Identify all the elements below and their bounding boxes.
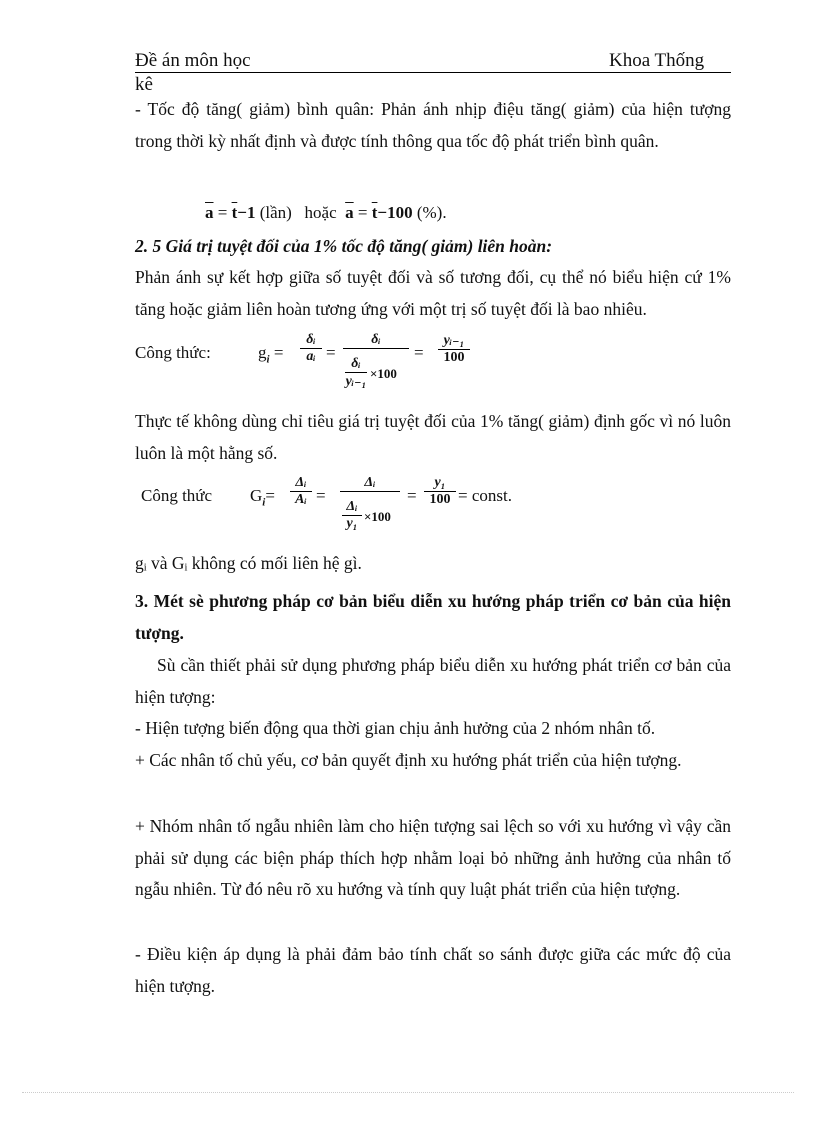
formula2-lhs-letter: g xyxy=(258,343,267,362)
page-header xyxy=(135,50,731,73)
formula3-lhs-letter: G xyxy=(250,486,263,505)
formula1-a2: $\overline{a}$ xyxy=(345,203,354,222)
formula3-label: Công thức xyxy=(141,486,213,505)
paragraph-random-factors: + Nhóm nhân tố ngẫu nhiên làm cho hiện tượng sai lệch so với xu hướng vì vậy cần phải sử dụng các biện pháp thích hợp nhằm loại bỏ những ảnh hưởng của nhân tố ngẫu nhiên. Từ đó nêu rõ xu hướng và tính quy luật phát triển của hiện tượng. xyxy=(135,816,731,899)
formula3-frac1-num: Δᵢ xyxy=(295,475,307,490)
formula2-frac1-den: aᵢ xyxy=(306,349,316,364)
formula3-lhs-sub: i xyxy=(262,496,266,509)
formula-average-growth xyxy=(205,203,447,223)
formula1-unit1: (lần) xyxy=(259,203,292,222)
formula3-frac3 xyxy=(424,475,456,508)
paragraph-necessity: Sù cần thiết phải sử dụng phương pháp biểu diễn xu hướng phát triển cơ bản của hiện tượng: xyxy=(135,655,731,707)
formula3-frac3-den: 100 xyxy=(429,492,451,507)
formula3-frac3-num: y₁ xyxy=(434,475,446,490)
formula2-frac1 xyxy=(300,332,322,365)
formula3-frac1-den: Aᵢ xyxy=(295,492,307,507)
formula3-times: ×100 xyxy=(364,509,391,524)
formula1-minus100: −100 xyxy=(377,203,413,222)
formula3-frac2-inner-num: Δᵢ xyxy=(346,499,358,514)
formula2-frac2-inner-den: yᵢ₋₁ xyxy=(345,374,367,389)
formula3-tail: = const. xyxy=(458,486,512,505)
header-left: Đề án môn học xyxy=(135,50,251,71)
paragraph-two-factors: - Hiện tượng biến động qua thời gian chịu ảnh hưởng của 2 nhóm nhân tố. xyxy=(135,718,656,738)
formula2-lhs: $g_i$ = xyxy=(258,343,284,366)
paragraph-average-growth-rate: - Tốc độ tăng( giảm) bình quân: Phản ánh nhịp điệu tăng( giảm) của hiện tượng trong thời kỳ nhất định và được tính thông qua tốc độ phát triển bình quân. xyxy=(135,99,731,151)
formula2-frac2-inner-num: δᵢ xyxy=(351,356,361,371)
section-heading-2-5: 2. 5 Giá trị tuyệt đối của 1% tốc độ tăng( giảm) liên hoàn: xyxy=(135,236,553,256)
formula3-eq2: = xyxy=(316,486,326,505)
formula2-frac3-den: 100 xyxy=(443,350,465,365)
header-right: Khoa Thống xyxy=(609,50,705,71)
formula2-frac2 xyxy=(343,332,409,349)
formula2-lhs-sub: i xyxy=(266,353,270,366)
header-continuation: kê xyxy=(135,74,153,95)
paragraph-fixed-base: Thực tế không dùng chỉ tiêu giá trị tuyệt đối của 1% tăng( giảm) định gốc vì nó luôn luôn là một hằng số. xyxy=(135,411,731,463)
formula3-frac2 xyxy=(340,475,400,492)
paragraph-conditions: - Điều kiện áp dụng là phải đảm bảo tính chất so sánh được giữa các mức độ của hiện tượng. xyxy=(135,944,731,996)
paragraph-main-factors: + Các nhân tố chủ yếu, cơ bản quyết định xu hướng phát triển của hiện tượng. xyxy=(135,750,682,770)
formula2-times: ×100 xyxy=(370,366,397,381)
formula2-frac3-num: yᵢ₋₁ xyxy=(443,333,465,348)
formula1-eq2: = xyxy=(357,203,368,222)
paragraph-no-relation: gᵢ và Gᵢ không có mối liên hệ gì. xyxy=(135,553,362,573)
formula3-lhs: $G_i=$ xyxy=(250,486,275,509)
formula1-or: hoặc xyxy=(304,203,337,222)
formula2-eq3: = xyxy=(414,343,424,362)
formula1-eq: = xyxy=(217,203,228,222)
formula2-frac2-num: δᵢ xyxy=(371,332,381,347)
section-heading-3: 3. Mét sè phương pháp cơ bản biểu diễn xu hướng pháp triển cơ bản của hiện tượng. xyxy=(135,591,731,643)
formula1-t2: $\overline{t}$ xyxy=(371,203,378,222)
paragraph-absolute-value: Phản ánh sự kết hợp giữa số tuyệt đối và số tương đối, cụ thể nó biểu hiện cứ 1% tăng hoặc giảm liên hoàn tương ứng với một trị số tuyệt đối là bao nhiêu. xyxy=(135,267,731,319)
formula2-frac2-inner xyxy=(345,356,367,390)
formula2-eq2: = xyxy=(326,343,336,362)
formula1-a: $\overline{a}$ xyxy=(205,203,214,222)
formula1-minus1: −1 xyxy=(237,203,256,222)
formula1-unit2: (%). xyxy=(416,203,447,222)
formula3-frac2-num: Δᵢ xyxy=(364,475,376,490)
page-bottom-divider xyxy=(22,1092,794,1093)
formula3-eq3: = xyxy=(407,486,417,505)
formula2-label: Công thức: xyxy=(135,343,211,362)
formula2-frac1-num: δᵢ xyxy=(306,332,316,347)
formula1-t: $\overline{t}$ xyxy=(231,203,238,222)
formula2-frac3 xyxy=(438,332,470,366)
formula3-frac2-inner xyxy=(342,499,362,532)
formula3-frac2-inner-den: y₁ xyxy=(346,516,358,531)
formula3-frac1 xyxy=(290,475,312,508)
